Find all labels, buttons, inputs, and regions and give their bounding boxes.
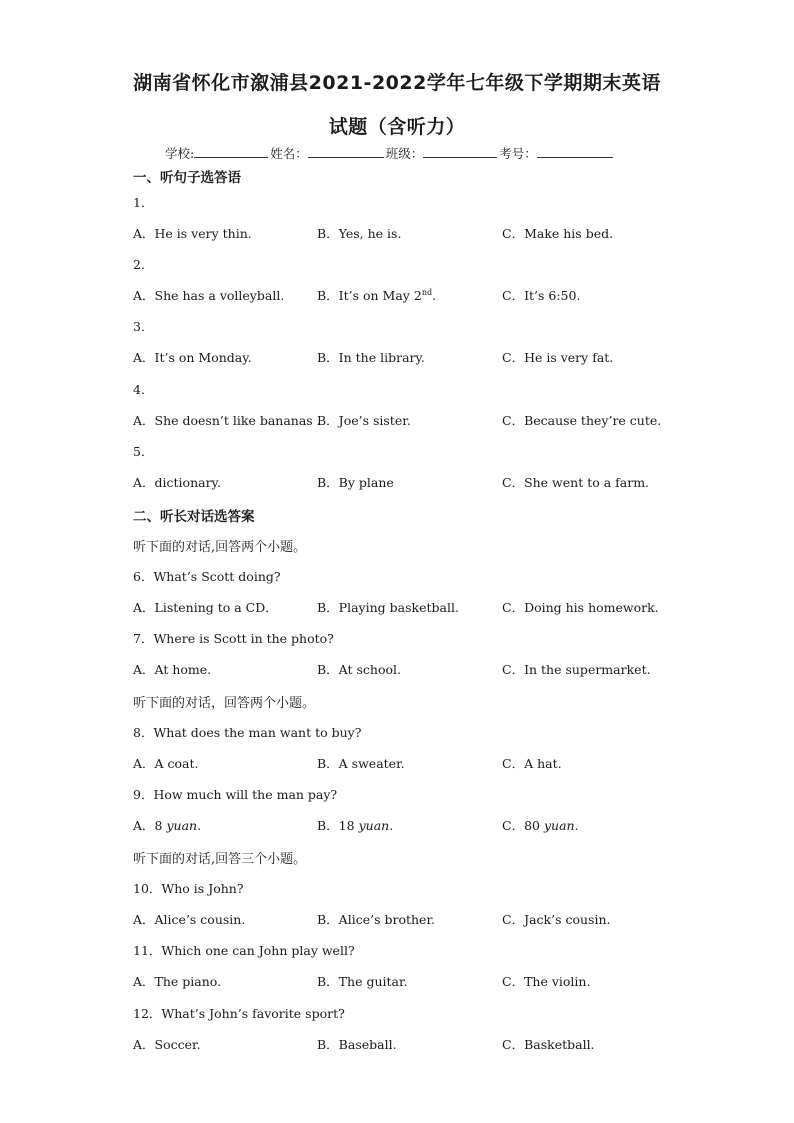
question-2: 2． [133, 257, 154, 272]
option-5a[interactable]: A．dictionary. [133, 475, 221, 490]
option-1a[interactable]: A．He is very thin. [133, 226, 252, 241]
option-4b[interactable]: B．Joe’s sister. [317, 413, 411, 428]
number-field[interactable] [537, 145, 613, 158]
class-field[interactable] [423, 145, 497, 158]
question-6: 6．What’s Scott doing? [133, 569, 281, 584]
option-2c[interactable]: C．It’s 6:50. [502, 288, 581, 303]
option-3a[interactable]: A．It’s on Monday. [133, 350, 252, 365]
option-4a[interactable]: A．She doesn’t like bananas . [133, 413, 321, 428]
option-2a[interactable]: A．She has a volleyball. [133, 288, 285, 303]
option-12a[interactable]: A．Soccer. [133, 1037, 201, 1052]
option-9c-period: . [574, 818, 579, 833]
question-11-text: 11．Which one can John play well? [133, 943, 355, 958]
name-label: 姓名： [270, 146, 308, 161]
option-9a-unit: yuan [166, 818, 198, 833]
option-9b[interactable] [317, 816, 393, 834]
question-7: 7．Where is Scott in the photo? [133, 631, 334, 646]
option-12b[interactable]: B．Baseball. [317, 1037, 397, 1052]
question-10: 10．Who is John? [133, 881, 244, 896]
instruction-3: 听下面的对话,回答三个小题。 [133, 852, 307, 867]
question-9: 9．How much will the man pay? [133, 787, 338, 802]
class-label: 班级： [385, 146, 424, 161]
option-8a[interactable]: A．A coat. [133, 756, 199, 771]
option-8b[interactable]: B．A sweater. [317, 756, 405, 771]
option-9c-unit: yuan [543, 818, 575, 833]
option-7c[interactable]: C．In the supermarket. [502, 662, 651, 677]
question-8: 8．What does the man want to buy? [133, 725, 362, 740]
school-label: 学校: [165, 146, 195, 161]
option-2b-ordinal: nd [421, 287, 433, 297]
question-5: 5． [133, 444, 154, 459]
option-3b[interactable]: B．In the library. [317, 350, 425, 365]
option-9b-text: B．18 [317, 818, 359, 833]
school-field[interactable] [194, 145, 268, 158]
option-6b[interactable]: B．Playing basketball. [317, 600, 459, 615]
question-3: 3． [133, 319, 154, 334]
option-5b[interactable]: B．By plane [317, 475, 394, 490]
option-9b-period: . [389, 818, 394, 833]
student-info-row [165, 144, 615, 162]
option-9a-period: . [197, 818, 202, 833]
option-6a[interactable]: A．Listening to a CD． [133, 600, 278, 615]
option-9c[interactable] [502, 816, 579, 834]
option-2b-period: . [432, 288, 437, 303]
option-11c[interactable]: C．The violin. [502, 974, 591, 989]
option-12c[interactable]: C．Basketball. [502, 1037, 595, 1052]
option-9b-unit: yuan [358, 818, 390, 833]
option-10c[interactable]: C．Jack’s cousin. [502, 912, 611, 927]
option-3c[interactable]: C．He is very fat. [502, 350, 614, 365]
option-10a[interactable]: A．Alice’s cousin. [133, 912, 246, 927]
option-11b[interactable]: B．The guitar. [317, 974, 408, 989]
option-2b[interactable] [317, 286, 436, 304]
name-field[interactable] [308, 145, 384, 158]
question-12: 12．What’s John’s favorite sport? [133, 1006, 345, 1021]
option-2b-text: B．It’s on May 2 [317, 288, 422, 303]
question-1: 1． [133, 195, 154, 210]
option-10b[interactable]: B．Alice’s brother. [317, 912, 436, 927]
instruction-2: 听下面的对话，回答两个小题。 [133, 696, 316, 711]
option-9a-text: A．8 [133, 818, 167, 833]
option-7b[interactable]: B．At school. [317, 662, 401, 677]
instruction-1: 听下面的对话,回答两个小题。 [133, 540, 307, 555]
option-4c[interactable]: C．Because they’re cute. [502, 413, 662, 428]
section-heading-1: 一、听句子选答语 [133, 170, 241, 186]
option-5c[interactable]: C．She went to a farm. [502, 475, 650, 490]
number-label: 考号： [499, 146, 537, 161]
option-1b[interactable]: B．Yes, he is. [317, 226, 402, 241]
exam-title-line1: 湖南省怀化市溆浦县2021-2022学年七年级下学期期末英语 [133, 72, 661, 94]
question-4: 4． [133, 382, 154, 397]
option-9a[interactable] [133, 816, 201, 834]
option-6c[interactable]: C．Doing his homework. [502, 600, 659, 615]
option-7a[interactable]: A．At home. [133, 662, 212, 677]
option-8c[interactable]: C．A hat. [502, 756, 562, 771]
section-heading-2: 二、听长对话选答案 [133, 509, 255, 525]
option-1c[interactable]: C．Make his bed. [502, 226, 614, 241]
option-11a[interactable]: A．The piano. [133, 974, 222, 989]
exam-title-line2: 试题（含听力） [328, 116, 466, 138]
option-9c-text: C．80 [502, 818, 544, 833]
